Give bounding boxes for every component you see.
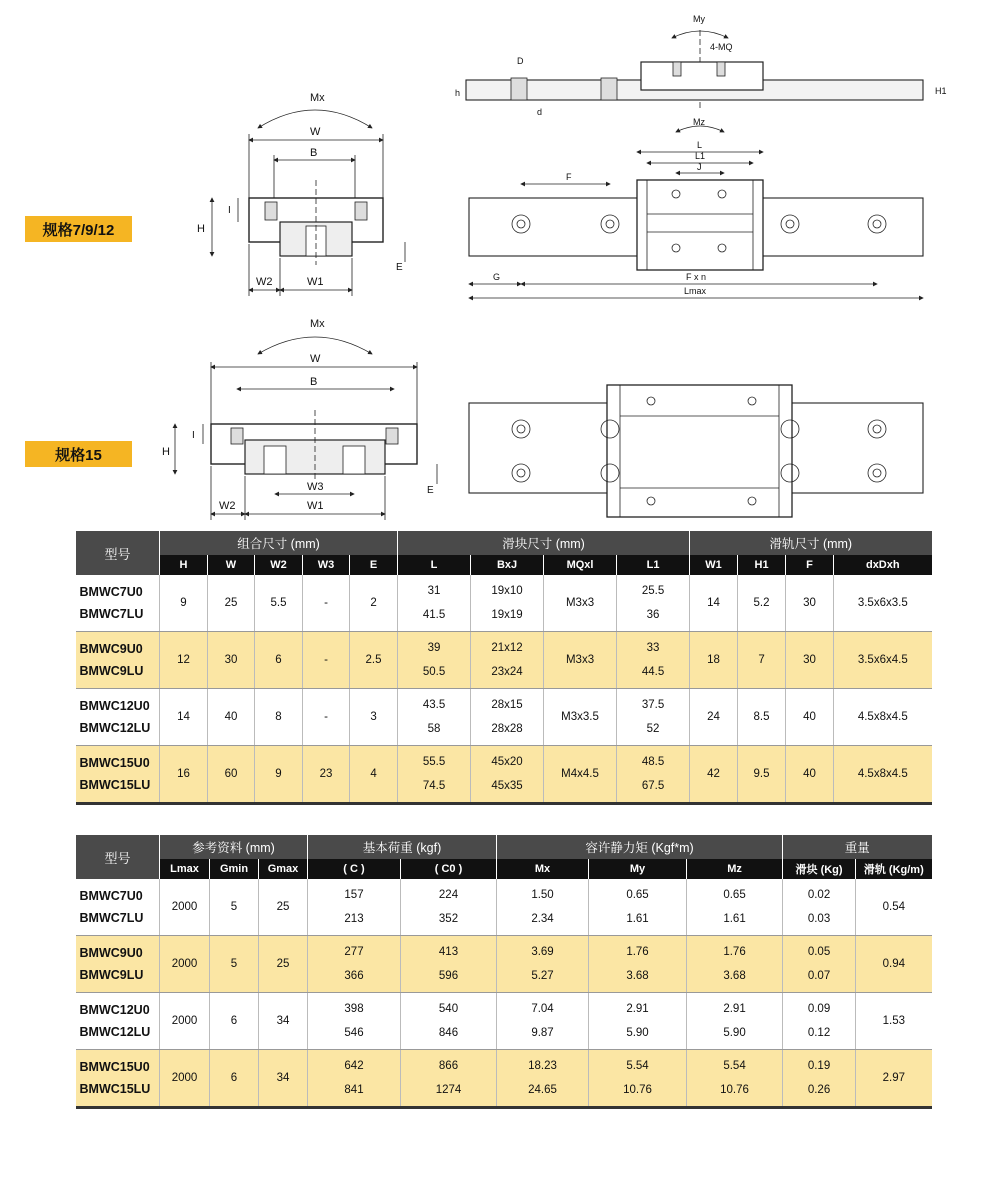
cell-my-v1: 5.90 [626,1027,649,1039]
cell-c [308,936,401,993]
cell-lmax: 2000 [160,1050,210,1108]
cell-w2: 6 [255,632,303,689]
cell-gmax: 25 [259,879,308,936]
t1-col-header: E [350,555,398,575]
t1-col-header: W [208,555,255,575]
cell-mz [687,1050,783,1108]
cell-mx-v0: 1.50 [531,889,554,901]
cell-c0-v1: 1274 [435,1084,462,1096]
cell-c0-v1: 596 [438,970,459,982]
cell-w1: 24 [690,689,738,746]
cell-l1-v0: 37.5 [641,699,665,711]
cell-c [308,993,401,1050]
dimension-table [75,531,932,805]
cell-e: 2 [350,575,398,632]
t1-col-header: BxJ [471,555,544,575]
model-name: BMWC9LU [79,664,144,678]
t1-group-rail: 滑轨尺寸 (mm) [690,531,932,555]
cell-l1 [617,689,690,746]
t1-col-header: H1 [738,555,786,575]
cell-l-v0: 31 [427,585,441,597]
cell-bxj-v1: 28x28 [491,723,523,735]
cell-mx [497,1050,589,1108]
cell-l-v0: 43.5 [422,699,446,711]
cell-w1: 18 [690,632,738,689]
cell-mx-v0: 18.23 [528,1060,557,1072]
t2-model-header: 型号 [76,835,160,879]
cell-l1 [617,632,690,689]
cell-l1-v1: 52 [646,723,660,735]
cell-c [308,879,401,936]
cell-mz-v0: 1.76 [723,946,746,958]
cell-mqxl: M3x3.5 [544,689,617,746]
t1-group-block: 滑块尺寸 (mm) [398,531,690,555]
model-name: BMWC15U0 [79,1060,150,1074]
cell-c-v0: 642 [344,1060,364,1072]
table-row [76,936,932,993]
label-j-1: J [697,162,702,172]
cell-gmin: 6 [210,993,259,1050]
model-name: BMWC12LU [79,1025,151,1039]
model-cell [76,993,160,1050]
cell-rail: 0.94 [856,936,932,993]
cell-dxdxh: 4.5x8x4.5 [834,746,932,804]
cell-mz [687,993,783,1050]
label-h-2: H [162,446,170,458]
cell-c0 [401,1050,497,1108]
model-cell [76,936,160,993]
cell-gmin: 5 [210,936,259,993]
cell-rail: 1.53 [856,993,932,1050]
cell-c0-v0: 413 [438,946,459,958]
label-l1-1: L1 [695,151,706,161]
cell-h: 14 [160,689,208,746]
cell-rail: 0.54 [856,879,932,936]
cell-my-v0: 1.76 [626,946,649,958]
cell-mz-v0: 2.91 [723,1003,746,1015]
cell-mx [497,993,589,1050]
table-row [76,632,932,689]
label-d-small: d [537,107,543,117]
cell-mz-v0: 0.65 [723,889,746,901]
table-row [76,746,932,804]
label-h1: H1 [935,86,947,96]
label-w1-2: W1 [307,500,324,512]
top-view-15 [469,385,923,517]
label-lmax-1: Lmax [684,286,707,296]
label-mx-2: Mx [310,318,325,330]
cell-gmax: 34 [259,1050,308,1108]
label-mz-1: Mz [693,117,705,127]
technical-drawings [0,0,1000,525]
cell-lmax: 2000 [160,993,210,1050]
cell-block-v0: 0.02 [807,889,831,901]
t1-col-header: W2 [255,555,303,575]
cell-w2: 9 [255,746,303,804]
cell-c-v1: 546 [344,1027,364,1039]
cell-f: 30 [786,575,834,632]
cell-bxj [471,632,544,689]
cell-bxj [471,689,544,746]
cell-l1-v0: 33 [646,642,660,654]
table-row [76,993,932,1050]
section-view-15 [162,318,437,520]
model-name: BMWC7U0 [79,585,143,599]
cell-f: 30 [786,632,834,689]
cell-my [589,993,687,1050]
cell-l [398,689,471,746]
cell-mz-v1: 10.76 [720,1084,749,1096]
cell-e: 4 [350,746,398,804]
cell-dxdxh: 4.5x8x4.5 [834,689,932,746]
cell-h1: 7 [738,632,786,689]
model-cell [76,632,160,689]
table-row [76,1050,932,1108]
cell-l1 [617,575,690,632]
t2-col-header: Gmin [210,859,259,879]
model-cell [76,746,160,804]
spec-tag-7-9-12: 规格7/9/12 [25,216,132,242]
cell-dxdxh: 3.5x6x4.5 [834,632,932,689]
cell-h: 9 [160,575,208,632]
model-name: BMWC7LU [79,911,144,925]
cell-mz [687,879,783,936]
t1-col-header: W3 [303,555,350,575]
label-my: My [693,14,705,24]
cell-my [589,879,687,936]
load-table [75,835,932,1109]
t1-group-combined: 组合尺寸 (mm) [160,531,398,555]
label-w-2: W [310,353,321,365]
label-w3: W3 [307,481,324,493]
label-b-1: B [310,147,318,159]
t1-col-header: L1 [617,555,690,575]
cell-w: 30 [208,632,255,689]
cell-c-v1: 841 [344,1084,364,1096]
t1-col-header: F [786,555,834,575]
side-view [455,14,947,117]
cell-h: 16 [160,746,208,804]
label-w-1: W [310,126,321,138]
cell-mx [497,936,589,993]
cell-c0-v0: 224 [438,889,459,901]
cell-block-v0: 0.09 [807,1003,831,1015]
cell-gmin: 5 [210,879,259,936]
cell-c0-v1: 352 [438,913,459,925]
label-h-1: H [197,223,205,235]
t2-col-header: 滑块 (Kg) [783,859,856,879]
cell-l-v1: 58 [427,723,441,735]
cell-my-v1: 10.76 [623,1084,652,1096]
cell-block-v1: 0.12 [807,1027,831,1039]
t1-col-header: L [398,555,471,575]
cell-mz-v1: 1.61 [723,913,746,925]
cell-w3: - [303,575,350,632]
cell-bxj [471,746,544,804]
section-view-small [197,92,405,296]
cell-bxj-v0: 45x20 [491,756,523,768]
t2-group-load: 基本荷重 (kgf) [308,835,497,859]
t2-col-header: Mx [497,859,589,879]
cell-bxj [471,575,544,632]
t2-group-moment: 容许静力矩 (Kgf*m) [497,835,783,859]
cell-c-v0: 398 [344,1003,364,1015]
cell-block [783,879,856,936]
cell-mx-v0: 3.69 [531,946,554,958]
cell-block [783,993,856,1050]
cell-block-v1: 0.03 [807,913,831,925]
label-d-big: D [517,56,524,66]
model-name: BMWC7LU [79,607,144,621]
cell-block-v1: 0.26 [807,1084,831,1096]
cell-e: 3 [350,689,398,746]
t1-col-header: W1 [690,555,738,575]
cell-l-v0: 39 [427,642,441,654]
t1-col-header: dxDxh [834,555,932,575]
cell-h1: 5.2 [738,575,786,632]
label-mx-1: Mx [310,92,325,104]
cell-mx-v1: 2.34 [531,913,554,925]
model-name: BMWC9U0 [79,946,143,960]
cell-my [589,936,687,993]
cell-c0-v0: 540 [438,1003,459,1015]
cell-bxj-v1: 19x19 [491,609,523,621]
cell-h: 12 [160,632,208,689]
cell-my-v0: 5.54 [626,1060,649,1072]
cell-c0 [401,879,497,936]
t2-col-header: Gmax [259,859,308,879]
cell-gmax: 34 [259,993,308,1050]
cell-mz-v1: 3.68 [723,970,746,982]
label-l-1: L [697,140,703,150]
cell-c0 [401,993,497,1050]
label-fxn-1: F x n [686,272,707,282]
t1-col-header: MQxl [544,555,617,575]
cell-w: 60 [208,746,255,804]
cell-c-v1: 366 [344,970,364,982]
cell-bxj-v0: 28x15 [491,699,523,711]
cell-l1-v1: 36 [646,609,660,621]
model-name: BMWC9U0 [79,642,143,656]
model-cell [76,1050,160,1108]
cell-my-v0: 0.65 [626,889,649,901]
cell-c-v0: 157 [344,889,364,901]
cell-c0 [401,936,497,993]
cell-mx-v1: 9.87 [531,1027,554,1039]
t2-col-header: ( C ) [308,859,401,879]
t1-col-header: H [160,555,208,575]
cell-mz-v0: 5.54 [723,1060,746,1072]
cell-mqxl: M3x3 [544,632,617,689]
cell-w1: 42 [690,746,738,804]
t2-col-header: My [589,859,687,879]
cell-bxj-v1: 23x24 [491,666,523,678]
table-row [76,879,932,936]
label-w1-1: W1 [307,276,324,288]
model-name: BMWC12U0 [79,699,150,713]
cell-l [398,575,471,632]
cell-e: 2.5 [350,632,398,689]
cell-mx-v0: 7.04 [531,1003,554,1015]
label-h-small: h [455,88,461,98]
cell-my-v0: 2.91 [626,1003,649,1015]
label-w2-2: W2 [219,500,236,512]
t1-model-header: 型号 [76,531,160,575]
label-mq: 4-MQ [710,42,733,52]
cell-dxdxh: 3.5x6x3.5 [834,575,932,632]
cell-rail: 2.97 [856,1050,932,1108]
cell-f: 40 [786,689,834,746]
t2-col-header: ( C0 ) [401,859,497,879]
model-cell [76,689,160,746]
t2-col-header: 滑轨 (Kg/m) [856,859,932,879]
cell-l1 [617,746,690,804]
label-e-1: E [396,262,403,273]
cell-w3: - [303,632,350,689]
cell-l [398,746,471,804]
cell-l1-v1: 44.5 [641,666,665,678]
cell-mz-v1: 5.90 [723,1027,746,1039]
model-name: BMWC7U0 [79,889,143,903]
top-view-small [469,117,923,298]
cell-bxj-v1: 45x35 [491,780,523,792]
spec-tag-15: 规格15 [25,441,132,467]
label-i-2: I [192,430,195,441]
cell-c [308,1050,401,1108]
label-i-1: I [228,205,231,216]
model-name: BMWC15LU [79,778,151,792]
cell-h1: 9.5 [738,746,786,804]
t2-col-header: Mz [687,859,783,879]
cell-lmax: 2000 [160,936,210,993]
cell-w1: 14 [690,575,738,632]
model-name: BMWC12LU [79,721,151,735]
model-name: BMWC15U0 [79,756,150,770]
cell-mqxl: M3x3 [544,575,617,632]
model-name: BMWC9LU [79,968,144,982]
cell-block [783,936,856,993]
table-row [76,575,932,632]
cell-l-v0: 55.5 [422,756,446,768]
cell-block-v0: 0.19 [807,1060,831,1072]
cell-w: 40 [208,689,255,746]
cell-bxj-v0: 21x12 [491,642,523,654]
cell-mz [687,936,783,993]
cell-mx-v1: 5.27 [531,970,554,982]
cell-mqxl: M4x4.5 [544,746,617,804]
cell-h1: 8.5 [738,689,786,746]
cell-bxj-v0: 19x10 [491,585,523,597]
label-f-1: F [566,172,572,182]
label-g-1: G [493,272,501,282]
label-e-2: E [427,485,434,496]
cell-my-v1: 1.61 [626,913,649,925]
model-name: BMWC15LU [79,1082,151,1096]
cell-mx-v1: 24.65 [528,1084,557,1096]
model-name: BMWC12U0 [79,1003,150,1017]
t2-col-header: Lmax [160,859,210,879]
cell-gmax: 25 [259,936,308,993]
cell-c-v0: 277 [344,946,364,958]
cell-l1-v0: 25.5 [641,585,665,597]
cell-block [783,1050,856,1108]
cell-gmin: 6 [210,1050,259,1108]
table-row [76,689,932,746]
label-b-2: B [310,376,318,388]
t2-group-ref: 参考资料 (mm) [160,835,308,859]
cell-w3: - [303,689,350,746]
cell-w2: 8 [255,689,303,746]
cell-l-v1: 41.5 [422,609,446,621]
label-w2-1: W2 [256,276,273,288]
cell-l1-v0: 48.5 [641,756,665,768]
cell-block-v1: 0.07 [807,970,831,982]
cell-w: 25 [208,575,255,632]
cell-w3: 23 [303,746,350,804]
cell-f: 40 [786,746,834,804]
cell-c0-v0: 866 [438,1060,459,1072]
cell-block-v0: 0.05 [807,946,831,958]
cell-c-v1: 213 [344,913,364,925]
cell-c0-v1: 846 [438,1027,459,1039]
cell-l1-v1: 67.5 [641,780,665,792]
cell-mx [497,879,589,936]
cell-l-v1: 74.5 [422,780,446,792]
t2-group-weight: 重量 [783,835,932,859]
cell-my-v1: 3.68 [626,970,649,982]
model-cell [76,575,160,632]
model-cell [76,879,160,936]
cell-l [398,632,471,689]
cell-w2: 5.5 [255,575,303,632]
cell-my [589,1050,687,1108]
cell-lmax: 2000 [160,879,210,936]
cell-l-v1: 50.5 [422,666,446,678]
